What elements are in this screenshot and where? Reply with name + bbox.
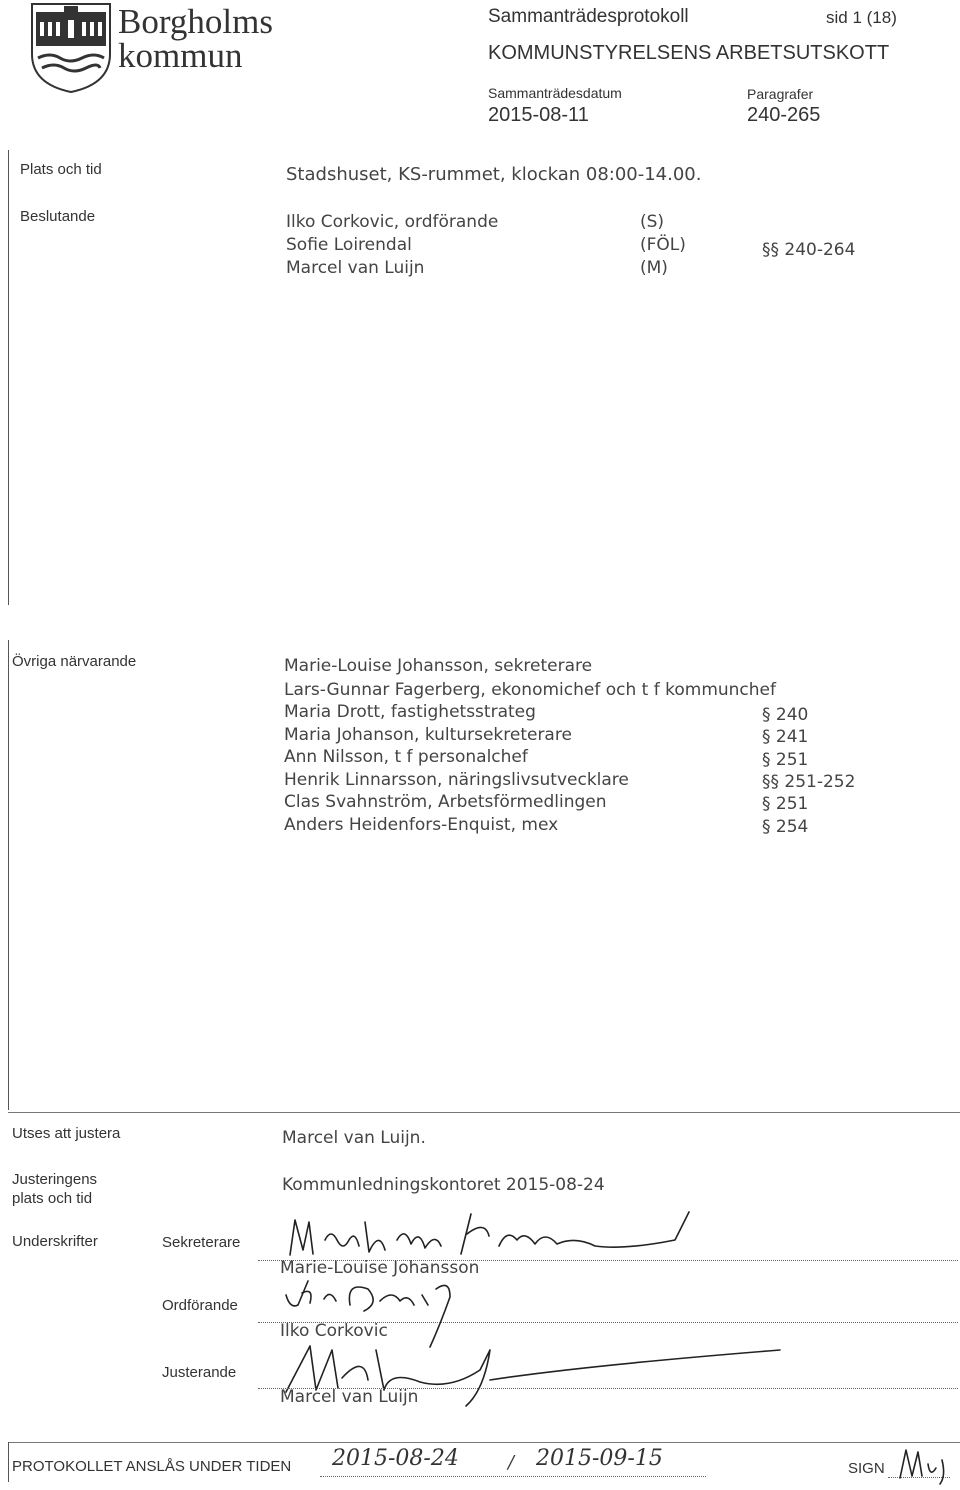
posted-to-date: 2015-09-15 [536, 1446, 663, 1471]
document-type: Sammanträdesprotokoll [488, 6, 689, 27]
place-time-label: Plats och tid [20, 161, 102, 178]
meeting-date-label: Sammanträdesdatum [488, 85, 622, 101]
deciding-label: Beslutande [20, 208, 96, 225]
others-paragraph-ref: §§ 251-252 [762, 772, 856, 792]
others-person: Marie-Louise Johansson, sekreterare [284, 656, 593, 676]
adjust-place-label-line1: Justeringens [12, 1171, 98, 1188]
adjust-place-value: Kommunledningskontoret 2015-08-24 [282, 1175, 605, 1195]
coat-of-arms-icon [30, 2, 112, 94]
secretary-name: Marie-Louise Johansson [280, 1258, 480, 1278]
secretary-signature [285, 1210, 705, 1260]
meeting-date: 2015-08-11 [488, 104, 589, 126]
others-person: Clas Svahnström, Arbetsförmedlingen [284, 792, 607, 812]
initials-signature [896, 1446, 952, 1486]
paragraphs-label: Paragrafer [747, 86, 814, 102]
left-rule-top [8, 150, 9, 605]
posted-label: PROTOKOLLET ANSLÅS UNDER TIDEN [12, 1458, 292, 1475]
separator-rule [8, 1112, 960, 1113]
adjust-label: Utses att justera [12, 1125, 121, 1142]
committee-title: KOMMUNSTYRELSENS ARBETSUTSKOTT [488, 42, 890, 64]
municipality-name-line2: kommun [118, 36, 243, 75]
deciding-paragraphs: §§ 240-264 [762, 240, 856, 260]
posted-dotted-line [320, 1476, 706, 1477]
posted-separator: / [508, 1452, 515, 1473]
deciding-member: Ilko Corkovic, ordförande [286, 212, 499, 232]
municipality-logo [30, 2, 112, 94]
chair-name: Ilko Corkovic [280, 1321, 388, 1341]
others-label: Övriga närvarande [12, 653, 137, 670]
footer-rule [8, 1442, 960, 1443]
others-person: Maria Drott, fastighetsstrateg [284, 702, 536, 722]
paragraphs-range: 240-265 [747, 104, 821, 126]
adjuster-name: Marcel van Luijn [280, 1387, 419, 1407]
deciding-member: Sofie Loirendal [286, 235, 412, 255]
others-paragraph-ref: § 240 [762, 705, 809, 725]
others-person: Maria Johanson, kultursekreterare [284, 725, 572, 745]
others-person: Lars-Gunnar Fagerberg, ekonomichef och t f kommunchef [284, 680, 776, 700]
others-paragraph-ref: § 241 [762, 727, 809, 747]
others-paragraph-ref: § 254 [762, 817, 809, 837]
others-paragraph-ref: § 251 [762, 750, 809, 770]
others-person: Henrik Linnarsson, näringslivsutvecklare [284, 770, 629, 790]
adjuster-label: Justerande [162, 1364, 237, 1381]
deciding-party: (S) [640, 212, 665, 232]
chair-label: Ordförande [162, 1297, 238, 1314]
others-person: Anders Heidenfors-Enquist, mex [284, 815, 559, 835]
left-rule-footer [8, 1442, 9, 1482]
others-person: Ann Nilsson, t f personalchef [284, 747, 528, 767]
adjust-place-label-line2: plats och tid [12, 1190, 93, 1207]
deciding-party: (FÖL) [640, 235, 686, 255]
signatures-label: Underskrifter [12, 1233, 98, 1250]
page-number: sid 1 (18) [826, 8, 897, 27]
sign-label: SIGN [848, 1460, 885, 1477]
secretary-label: Sekreterare [162, 1234, 241, 1251]
deciding-member: Marcel van Luijn [286, 258, 425, 278]
others-paragraph-ref: § 251 [762, 794, 809, 814]
adjust-value: Marcel van Luijn. [282, 1128, 426, 1148]
place-time-value: Stadshuset, KS-rummet, klockan 08:00-14.00. [286, 164, 702, 185]
posted-from-date: 2015-08-24 [332, 1446, 459, 1471]
deciding-party: (M) [640, 258, 668, 278]
left-rule-mid [8, 640, 9, 1110]
municipality-name-line1: Borgholms [118, 2, 273, 41]
